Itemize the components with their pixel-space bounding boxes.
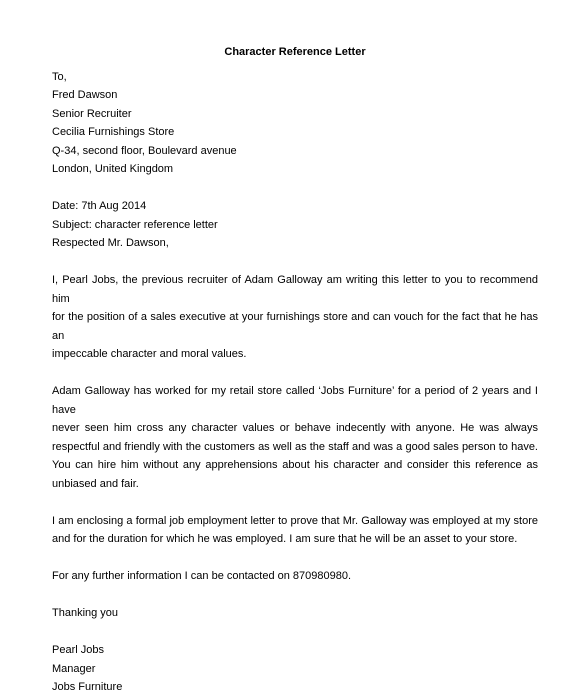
- signature-title: Manager: [52, 662, 96, 675]
- letter-date: Date: 7th Aug 2014: [52, 200, 147, 212]
- contact-paragraph: [52, 567, 538, 586]
- paragraph-line: Adam Galloway has worked for my retail store called ‘Jobs Furniture’ for a period of 2 years and I have: [52, 385, 538, 416]
- paragraph-line: unbiased and fair.: [52, 477, 139, 490]
- paragraph-line: I am enclosing a formal job employment letter to prove that Mr. Galloway was employed at my store: [52, 514, 538, 527]
- signature-company: Jobs Furniture: [52, 681, 123, 693]
- recipient-address: [52, 68, 538, 179]
- recipient-line: Cecilia Furnishings Store: [52, 126, 175, 138]
- recipient-line: Senior Recruiter: [52, 107, 132, 120]
- recipient-line: Q-34, second floor, Boulevard avenue: [52, 144, 237, 157]
- paragraph-line: for the position of a sales executive at your furnishings store and can vouch for the fact that he has an: [52, 311, 538, 342]
- body-paragraph: [52, 271, 538, 364]
- paragraph-line: impeccable character and moral values.: [52, 348, 247, 360]
- closing-line: [52, 604, 538, 623]
- signature-block: [52, 641, 538, 697]
- recipient-line: Fred Dawson: [52, 89, 118, 101]
- letter-salutation: Respected Mr. Dawson,: [52, 237, 169, 249]
- letter-title: Character Reference Letter: [224, 46, 366, 58]
- body-paragraph: [52, 512, 538, 549]
- recipient-line: London, United Kingdom: [52, 163, 174, 175]
- paragraph-line: and for the duration for which he was employed. I am sure that he will be an asset to your store.: [52, 533, 518, 545]
- paragraph-line: never seen him cross any character values or behave indecently with anyone. He was always: [52, 422, 538, 434]
- recipient-line: To,: [52, 70, 67, 83]
- paragraph-line: You can hire him without any apprehensions about his character and consider this reference as: [52, 459, 538, 471]
- letter-meta: [52, 197, 538, 253]
- paragraph-line: I, Pearl Jobs, the previous recruiter of Adam Galloway am writing this letter to you to recommend him: [52, 274, 538, 305]
- paragraph-line: For any further information I can be contacted on 870980980.: [52, 570, 352, 582]
- body-paragraph: [52, 382, 538, 493]
- paragraph-line: Thanking you: [52, 607, 119, 619]
- signature-name: Pearl Jobs: [52, 644, 104, 656]
- paragraph-line: respectful and friendly with the customers as well as the staff and was a good sales person to have.: [52, 440, 538, 453]
- letter-subject: Subject: character reference letter: [52, 218, 218, 231]
